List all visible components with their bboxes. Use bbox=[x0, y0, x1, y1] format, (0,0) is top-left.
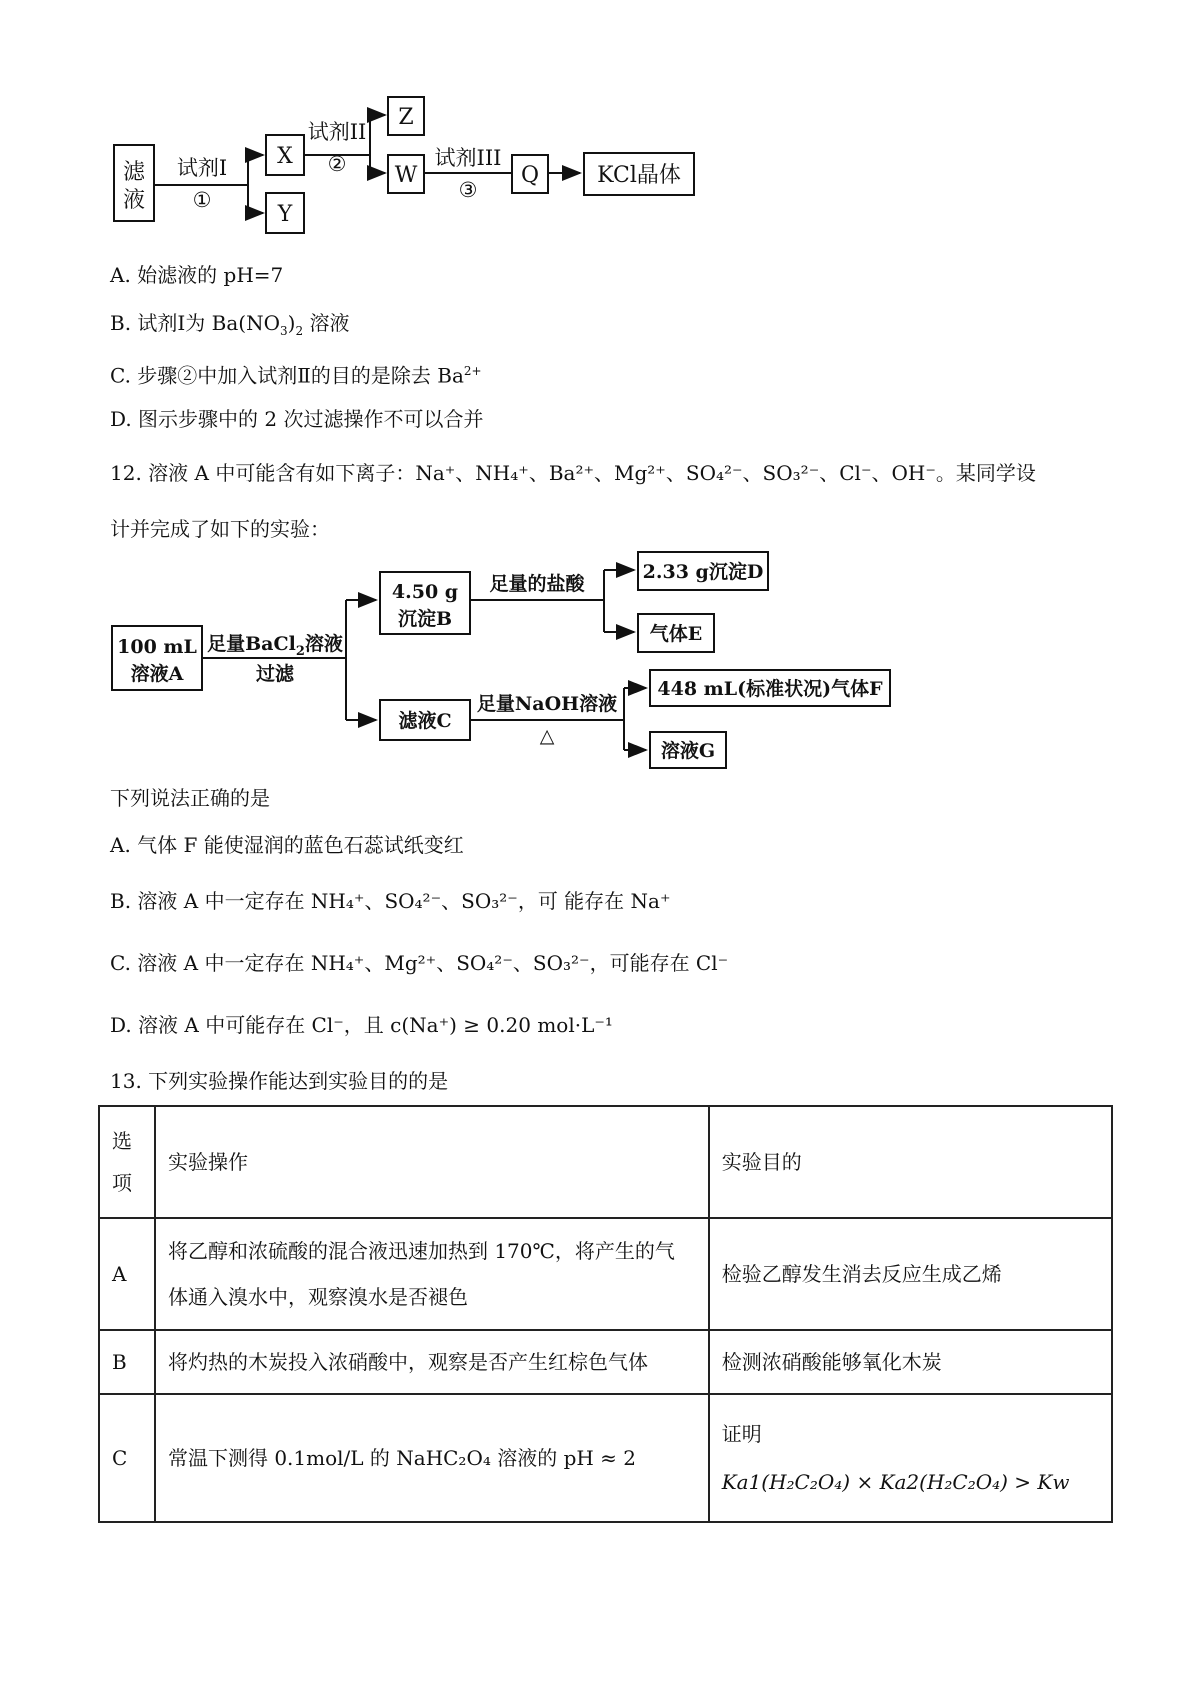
header-purpose: 实验目的 bbox=[709, 1106, 1112, 1218]
filtrate-label-2: 液 bbox=[122, 188, 146, 213]
heat-symbol: △ bbox=[539, 725, 555, 747]
q12-option-d: D. 溶液 A 中可能存在 Cl⁻，且 c(Na⁺) ≥ 0.20 mol·L⁻¹ bbox=[110, 1013, 613, 1037]
table-row bbox=[99, 1218, 1112, 1330]
row-operation: 常温下测得 0.1mol/L 的 NaHC₂O₄ 溶液的 pH ≈ 2 bbox=[155, 1394, 709, 1522]
q12-stem-line2: 计并完成了如下的实验： bbox=[110, 517, 330, 541]
solution-g-label: 溶液G bbox=[660, 740, 716, 762]
row-purpose: 检测浓硝酸能够氧化木炭 bbox=[709, 1330, 1112, 1394]
q11-option-d: D. 图示步骤中的 2 次过滤操作不可以合并 bbox=[110, 407, 484, 431]
row-key: B bbox=[99, 1330, 155, 1394]
row-purpose: 证明 Ka1(H₂C₂O₄) × Ka2(H₂C₂O₄) > Kw bbox=[709, 1394, 1112, 1522]
table-row bbox=[99, 1330, 1112, 1394]
filtrate-c-label: 滤液C bbox=[398, 710, 452, 732]
hydrochloric-acid-label: 足量的盐酸 bbox=[489, 573, 585, 595]
x-label: X bbox=[277, 144, 293, 169]
precipitate-b-mass: 4.50 g bbox=[391, 581, 459, 603]
q13-stem: 13. 下列实验操作能达到实验目的的是 bbox=[110, 1069, 449, 1093]
precipitate-b-label: 沉淀B bbox=[397, 608, 453, 630]
reagent1-label: 试剂I bbox=[176, 156, 228, 180]
naoh-label: 足量NaOH溶液 bbox=[476, 693, 618, 715]
q12-stem-line1: 12. 溶液 A 中可能含有如下离子：Na⁺、NH₄⁺、Ba²⁺、Mg²⁺、SO₄²⁻、SO₃²⁻、Cl⁻、OH⁻。某同学设 bbox=[110, 461, 1036, 485]
row-key: A bbox=[99, 1218, 155, 1330]
table-header-row bbox=[99, 1106, 1112, 1218]
row-purpose: 检验乙醇发生消去反应生成乙烯 bbox=[709, 1218, 1112, 1330]
row-operation: 将灼热的木炭投入浓硝酸中，观察是否产生红棕色气体 bbox=[155, 1330, 709, 1394]
header-operation: 实验操作 bbox=[155, 1106, 709, 1218]
reagent3-label: 试剂III bbox=[434, 146, 502, 170]
solution-a-label-2: 溶液A bbox=[130, 663, 184, 685]
filtrate-label-1: 滤 bbox=[122, 160, 146, 185]
q12-question: 下列说法正确的是 bbox=[110, 786, 270, 810]
w-label: W bbox=[394, 163, 418, 188]
precipitate-d-label: 2.33 g沉淀D bbox=[642, 561, 764, 583]
filtration-label: 过滤 bbox=[255, 663, 295, 685]
q12-option-c: C. 溶液 A 中一定存在 NH₄⁺、Mg²⁺、SO₄²⁻、SO₃²⁻，可能存在 Cl⁻ bbox=[110, 951, 729, 975]
table-row bbox=[99, 1394, 1112, 1522]
reagent-bacl2-label: 足量BaCl$_2$溶液 bbox=[207, 633, 343, 659]
experiment-table bbox=[98, 1105, 1113, 1523]
step3-label: ③ bbox=[458, 178, 478, 202]
step2-label: ② bbox=[327, 152, 347, 176]
row-key: C bbox=[99, 1394, 155, 1522]
reagent2-label: 试剂II bbox=[307, 120, 367, 144]
z-label: Z bbox=[398, 105, 414, 130]
kcl-label: KCl晶体 bbox=[597, 163, 681, 188]
solution-a-label-1: 100 mL bbox=[117, 636, 197, 658]
gas-e-label: 气体E bbox=[649, 623, 703, 645]
q12-option-b: B. 溶液 A 中一定存在 NH₄⁺、SO₄²⁻、SO₃²⁻，可 能存在 Na⁺ bbox=[110, 889, 671, 913]
q11-option-a: A. 始滤液的 pH=7 bbox=[110, 263, 284, 287]
q11-option-b: B. 试剂Ⅰ为 $Ba(NO_3)_2$ 溶液 bbox=[110, 311, 350, 338]
ion-test-flowchart bbox=[100, 548, 900, 778]
header-option: 选 项 bbox=[99, 1106, 155, 1218]
step1-label: ① bbox=[192, 188, 212, 212]
gas-f-label: 448 mL(标准状况)气体F bbox=[657, 678, 883, 700]
q11-option-c: C. 步骤②中加入试剂Ⅱ的目的是除去 $Ba^{2+}$ bbox=[110, 363, 482, 388]
q12-option-a: A. 气体 F 能使湿润的蓝色石蕊试纸变红 bbox=[110, 833, 464, 857]
y-label: Y bbox=[277, 202, 293, 227]
row-operation: 将乙醇和浓硫酸的混合液迅速加热到 170℃，将产生的气 体通入溴水中，观察溴水是否褪色 bbox=[155, 1218, 709, 1330]
q-label: Q bbox=[520, 163, 540, 188]
separation-flowchart bbox=[100, 95, 720, 245]
